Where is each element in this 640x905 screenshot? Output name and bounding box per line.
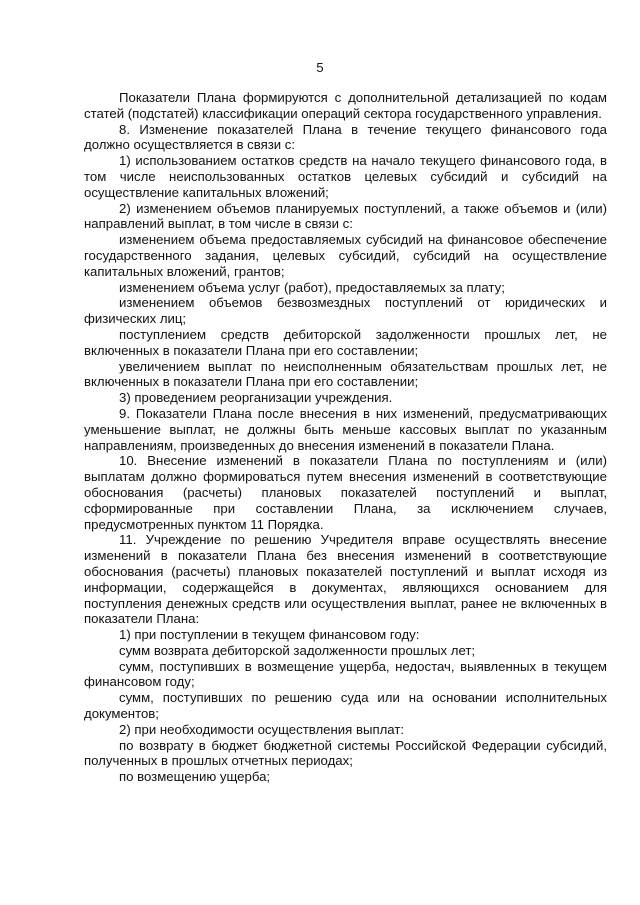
- paragraph-11-1-court: сумм, поступивших по решению суда или на основании исполнительных документов;: [84, 690, 607, 722]
- paragraph-8-2: 2) изменением объемов планируемых поступлений, а также объемов и (или) направлений выплат, в том числе в связи с:: [84, 200, 607, 232]
- paragraph-11-2: 2) при необходимости осуществления выплат:: [119, 721, 405, 737]
- paragraph-8-2-paid-services: изменением объема услуг (работ), предоставляемых за плату;: [119, 279, 505, 295]
- paragraph-8-2-donations: изменением объемов безвозмездных поступлений от юридических и физических лиц;: [84, 295, 607, 327]
- paragraph-8-1: 1) использованием остатков средств на начало текущего финансового года, в том числе неиспользованных остатков целевых субсидий и субсидий на осуществление капитальных вложений;: [84, 153, 607, 200]
- paragraph-11-2-refund: по возврату в бюджет бюджетной системы Российской Федерации субсидий, полученных в прошлых отчетных периодах;: [84, 737, 607, 769]
- paragraph-11-1: 1) при поступлении в текущем финансовом году:: [119, 627, 420, 643]
- paragraph-9: 9. Показатели Плана после внесения в них изменений, предусматривающих уменьшение выплат, не должны быть меньше кассовых выплат по указанным направлениям, произведенных до внесения изменений в показатели Плана.: [84, 405, 607, 453]
- document-body: [84, 90, 607, 785]
- page-number: 5: [316, 60, 324, 75]
- paragraph-10: 10. Внесение изменений в показатели Плана по поступлениям и (или) выплатам должно формироваться путем внесения изменений в соответствующие обоснования (расчеты) плановых показателей поступлений и выплат, сформированные при составлении Плана, за исключением случаев, предусмотренных пунктом 11 Порядка.: [84, 453, 607, 532]
- paragraph-11-2-compensation: по возмещению ущерба;: [119, 769, 271, 785]
- paragraph-8-2-receivables: поступлением средств дебиторской задолженности прошлых лет, не включенных в показатели Плана при его составлении;: [84, 326, 607, 358]
- paragraph-8: 8. Изменение показателей Плана в течение текущего финансового года должно осуществляется в связи с:: [84, 121, 607, 153]
- paragraph-11-1-receivables: сумм возврата дебиторской задолженности прошлых лет;: [119, 642, 476, 658]
- paragraph-plan-detail: Показатели Плана формируются с дополнительной детализацией по кодам статей (подстатей) классификации операций сектора государственного управления.: [84, 90, 607, 121]
- paragraph-11: 11. Учреждение по решению Учредителя вправе осуществлять внесение изменений в показатели Плана без внесения изменений в соответствующие обоснования (расчеты) плановых показателей поступлений и выплат исходя из информации, содержащейся в документах, являющихся основанием для поступления денежных средств или осуществления выплат, ранее не включенных в показатели Плана:: [84, 532, 607, 627]
- paragraph-8-3: 3) проведением реорганизации учреждения.: [119, 390, 393, 406]
- paragraph-8-2-obligations: увеличением выплат по неисполненным обязательствам прошлых лет, не включенных в показатели Плана при его составлении;: [84, 358, 607, 390]
- paragraph-11-1-damages: сумм, поступивших в возмещение ущерба, недостач, выявленных в текущем финансовом году;: [84, 658, 607, 690]
- paragraph-8-2-subsidies: изменением объема предоставляемых субсидий на финансовое обеспечение государственного задания, целевых субсидий, субсидий на осуществление капитальных вложений, грантов;: [84, 232, 607, 279]
